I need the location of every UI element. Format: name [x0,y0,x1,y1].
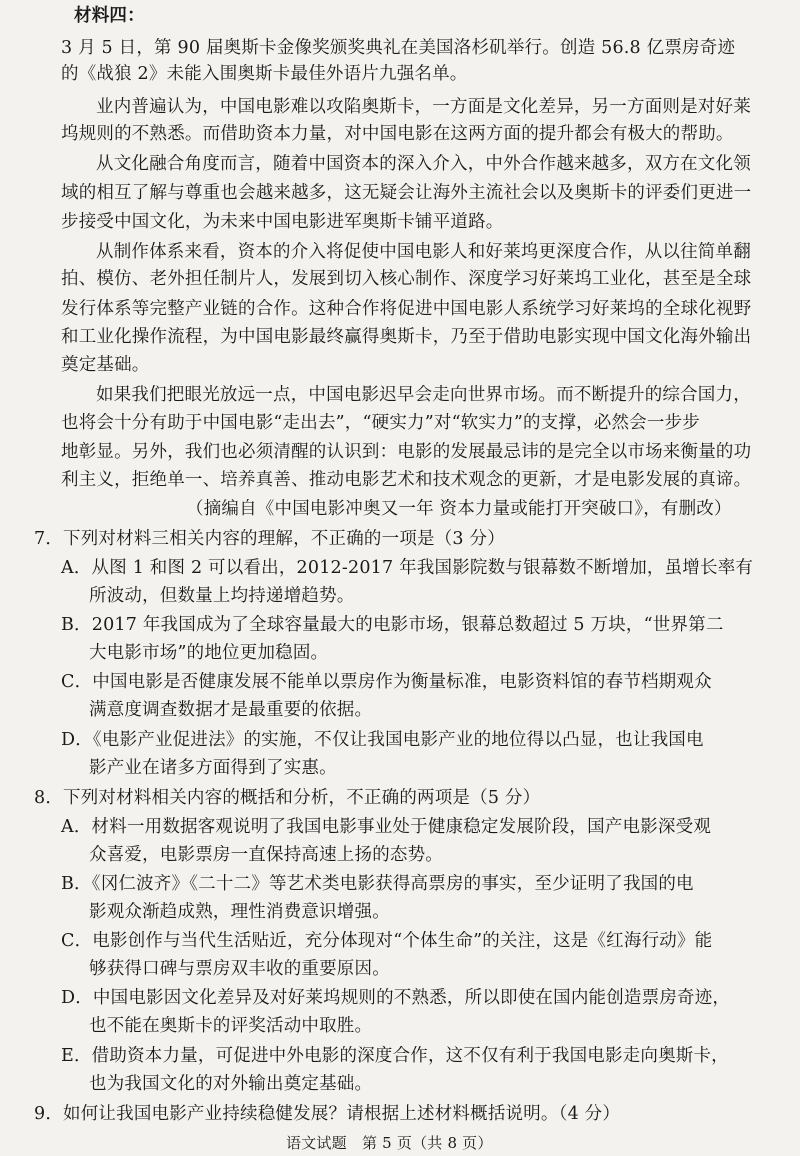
option-line: D．中国电影因文化差异及对好莱坞规则的不熟悉，所以即使在国内能创造票房奇迹， [61,988,731,1008]
paragraph-line: 域的相互了解与尊重也会越来越多，这无疑会让海外主流社会以及奥斯卡的评委们更进一 [61,183,752,203]
source-citation: （摘编自《中国电影冲奥又一年 资本力量或能打开突破口》，有删改） [186,499,732,519]
paragraph-line: 坞规则的不熟悉。而借助资本力量，对中国电影在这两方面的提升都会有极大的帮助。 [61,124,734,144]
paragraph-line: 步接受中国文化，为未来中国电影进军奥斯卡铺平道路。 [61,212,504,232]
page-footer: 语文试题 第 5 页（共 8 页） [286,1134,493,1152]
paragraph-line: 利主义，拒绝单一、培养真善、推动电影艺术和技术观念的更新，才是电影发展的真谛。 [61,470,752,490]
option-line: 满意度调查数据才是最重要的依据。 [89,700,373,720]
paragraph-line: 从文化融合角度而言，随着中国资本的深入介入，中外合作越来越多，双方在文化领 [96,154,751,174]
option-line: C．中国电影是否健康发展不能单以票房作为衡量标准，电影资料馆的春节档期观众 [61,672,712,692]
option-line: B．《冈仁波齐》《二十二》等艺术类电影获得高票房的事实，至少证明了我国的电 [61,874,694,894]
option-line: B．2017 年我国成为了全球容量最大的电影市场，银幕总数超过 5 万块，“世界第二 [61,615,724,635]
option-line: 大电影市场”的地位更加稳固。 [89,643,329,663]
paragraph-line: 业内普遍认为，中国电影难以攻陷奥斯卡，一方面是文化差异，另一方面则是对好莱 [96,97,751,117]
paragraph-line: 如果我们把眼光放远一点，中国电影迟早会走向世界市场。而不断提升的综合国力， [96,385,751,405]
option-line: C．电影创作与当代生活贴近，充分体现对“个体生命”的关注，这是《红海行动》能 [61,931,713,951]
option-line: 够获得口碑与票房双丰收的重要原因。 [89,959,390,979]
question-stem: 9．如何让我国电影产业持续稳健发展？请根据上述材料概括说明。（4 分） [34,1104,621,1124]
option-line: E．借助资本力量，可促进中外电影的深度合作，这不仅有利于我国电影走向奥斯卡， [61,1046,729,1066]
option-line: A．材料一用数据客观说明了我国电影事业处于健康稳定发展阶段，国产电影深受观 [61,817,712,837]
paragraph-line: 发行体系等完整产业链的合作。这种合作将促进中国电影人系统学习好莱坞的全球化视野 [61,299,752,319]
option-line: D．《电影产业促进法》的实施，不仅让我国电影产业的地位得以凸显，也让我国电 [61,730,704,750]
option-line: 众喜爱，电影票房一直保持高速上扬的态势。 [89,845,443,865]
material-heading: 材料四： [74,6,145,26]
option-line: 也不能在奥斯卡的评奖活动中取胜。 [89,1016,373,1036]
option-line: 影产业在诸多方面得到了实惠。 [89,758,337,778]
paragraph-line: 3 月 5 日，第 90 届奥斯卡金像奖颁奖典礼在美国洛杉矶举行。创造 56.8 亿票房奇迹 [61,38,736,58]
paragraph-line: 地彰显。另外，我们也必须清醒的认识到：电影的发展最忌讳的是完全以市场来衡量的功 [61,442,752,462]
option-line: 也为我国文化的对外输出奠定基础。 [89,1074,373,1094]
question-stem: 8．下列对材料相关内容的概括和分析，不正确的两项是（5 分） [34,788,541,808]
paragraph-line: 和工业化操作流程，为中国电影最终赢得奥斯卡，乃至于借助电影实现中国文化海外输出 [61,327,752,347]
question-stem: 7．下列对材料三相关内容的理解，不正确的一项是（3 分） [34,529,505,549]
paragraph-line: 从制作体系来看，资本的介入将促使中国电影人和好莱坞更深度合作，从以往简单翻 [96,242,751,262]
paragraph-line: 奠定基础。 [61,355,150,375]
paragraph-line: 也将会十分有助于中国电影“走出去”，“硬实力”对“软实力”的支撑，必然会一步步 [61,413,700,433]
option-line: 影观众渐趋成熟，理性消费意识增强。 [89,902,390,922]
paragraph-line: 拍、模仿、老外担任制片人，发展到切入核心制作、深度学习好莱坞工业化，甚至是全球 [61,269,752,289]
option-line: 所波动，但数量上均持递增趋势。 [89,586,355,606]
paragraph-line: 的《战狼 2》未能入围奥斯卡最佳外语片九强名单。 [61,64,468,84]
option-line: A．从图 1 和图 2 可以看出，2012-2017 年我国影院数与银幕数不断增加，虽增长率有 [61,558,754,578]
